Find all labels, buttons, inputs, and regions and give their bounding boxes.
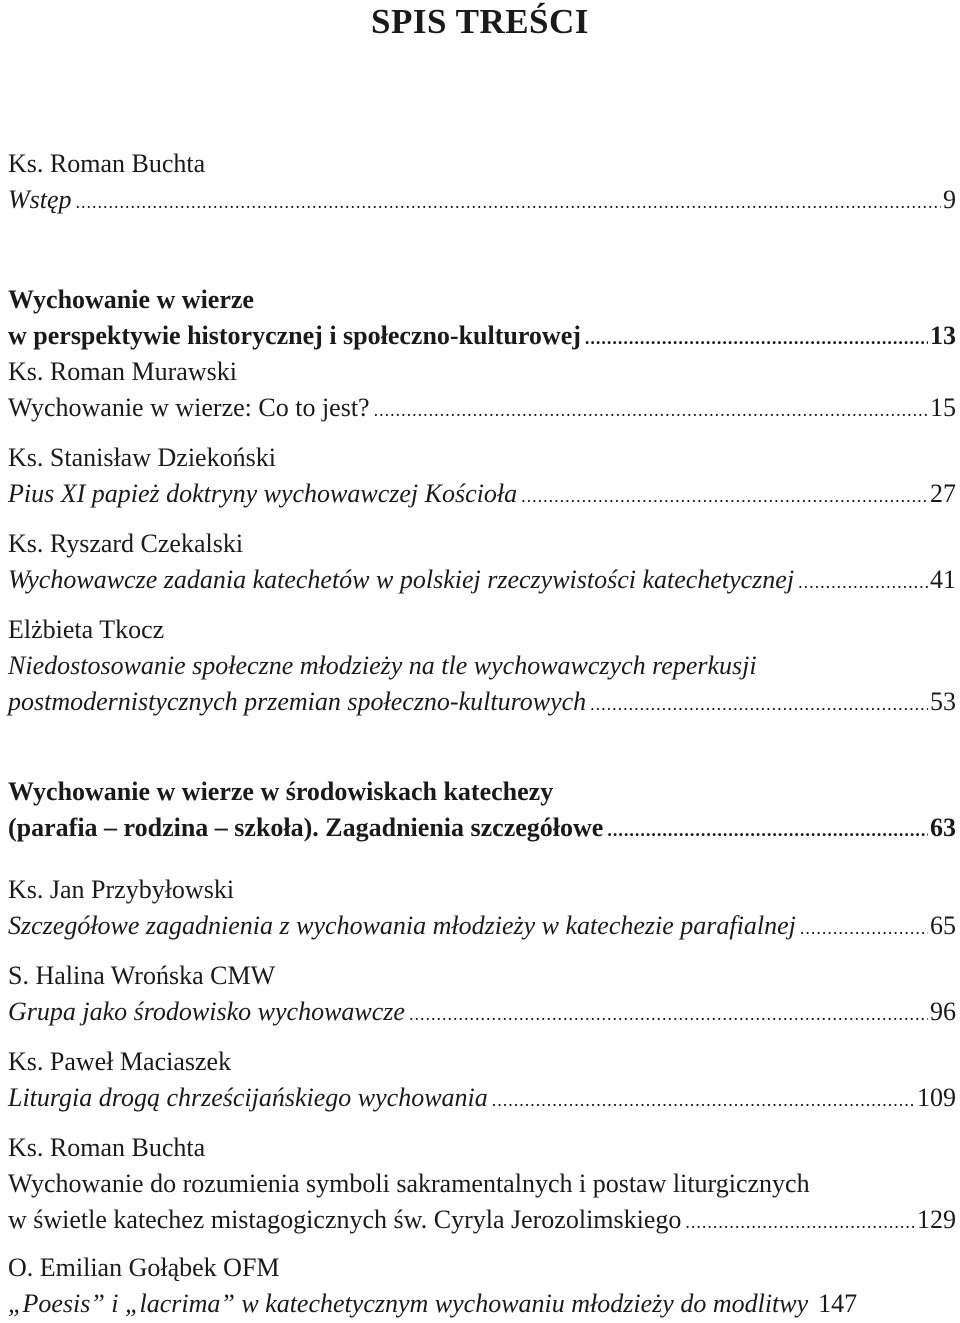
toc-entry [8,1044,956,1116]
page-number: 9 [943,185,956,214]
entry-title: Wychowawcze zadania katechetów w polskiej rzeczywistości katechetycznej [8,565,795,594]
leader-dots [585,320,928,356]
section-title-row [8,318,956,354]
leader-dots [798,564,928,600]
leader-dots [607,812,928,848]
entry-author: Ks. Roman Murawski [8,357,237,386]
entry-title-row [8,908,956,944]
page-number: 63 [930,813,956,842]
entry-title-row [8,390,956,426]
page-number: 41 [930,565,956,594]
entry-title: Grupa jako środowisko wychowawcze [8,997,405,1026]
entry-title-row [8,1286,956,1322]
leader-dots [590,686,928,722]
toc-entry [8,1130,956,1238]
leader-dots [521,478,928,514]
toc-section [8,282,956,354]
leader-dots [374,392,928,428]
section-title-row [8,810,956,846]
entry-title: Niedostosowanie społeczne młodzieży na tle wychowawczych reperkusji [8,651,757,680]
entry-author: Ks. Paweł Maciaszek [8,1047,232,1076]
entry-author: Ks. Stanisław Dziekoński [8,443,276,472]
page-number: 53 [930,687,956,716]
toc-entry [8,354,956,426]
entry-title: Pius XI papież doktryny wychowawczej Kościoła [8,479,518,508]
leader-dots [492,1082,915,1118]
page-number: 13 [930,321,956,350]
entry-author: Ks. Roman Buchta [8,149,206,178]
entry-title-row [8,562,956,598]
entry-title: w świetle katechez mistagogicznych św. Cyryla Jerozolimskiego [8,1205,682,1234]
entry-title: Szczegółowe zagadnienia z wychowania młodzieży w katechezie parafialnej [8,911,796,940]
entry-title: Wstęp [8,185,72,214]
page-title: SPIS TREŚCI [371,2,589,41]
page-number: 15 [930,393,956,422]
leader-dots [685,1204,915,1240]
toc-entry [8,958,956,1030]
page-number: 96 [930,997,956,1026]
entry-title: postmodernistycznych przemian społeczno-kulturowych [8,687,587,716]
section-title: (parafia – rodzina – szkoła). Zagadnienia szczegółowe [8,813,604,842]
leader-dots [800,910,928,946]
entry-title: „Poesis” i „lacrima” w katechetycznym wychowaniu młodzieży do modlitwy [8,1289,809,1318]
section-title: Wychowanie w wierze w środowiskach katechezy [8,777,554,806]
entry-author: Elżbieta Tkocz [8,615,165,644]
entry-author: S. Halina Wrońska CMW [8,961,276,990]
page-number: 147 [818,1289,858,1318]
entry-title-row [8,1080,956,1116]
page-number: 27 [930,479,956,508]
page-number: 129 [917,1205,956,1234]
toc-entry [8,872,956,944]
page-number: 109 [917,1083,956,1112]
entry-author: O. Emilian Gołąbek OFM [8,1253,280,1282]
toc-entry [8,526,956,598]
toc-entry [8,146,956,218]
entry-title: Wychowanie do rozumienia symboli sakramentalnych i postaw liturgicznych [8,1169,810,1198]
entry-title: Liturgia drogą chrześcijańskiego wychowania [8,1083,488,1112]
section-title: Wychowanie w wierze [8,285,254,314]
entry-author: Ks. Roman Buchta [8,1133,206,1162]
entry-title: Wychowanie w wierze: Co to jest? [8,393,370,422]
entry-author: Ks. Jan Przybyłowski [8,875,235,904]
section-title: w perspektywie historycznej i społeczno-kulturowej [8,321,581,350]
toc-section [8,774,956,846]
entry-title-row [8,476,956,512]
entry-title-row [8,1202,956,1238]
leader-dots [76,184,941,220]
entry-title-row [8,994,956,1030]
toc-entry [8,440,956,512]
page-number: 65 [930,911,956,940]
entry-author: Ks. Ryszard Czekalski [8,529,244,558]
toc-entry [8,612,956,720]
toc-entry [8,1250,956,1322]
leader-dots [409,996,928,1032]
entry-title-row [8,684,956,720]
entry-title-row [8,182,956,218]
